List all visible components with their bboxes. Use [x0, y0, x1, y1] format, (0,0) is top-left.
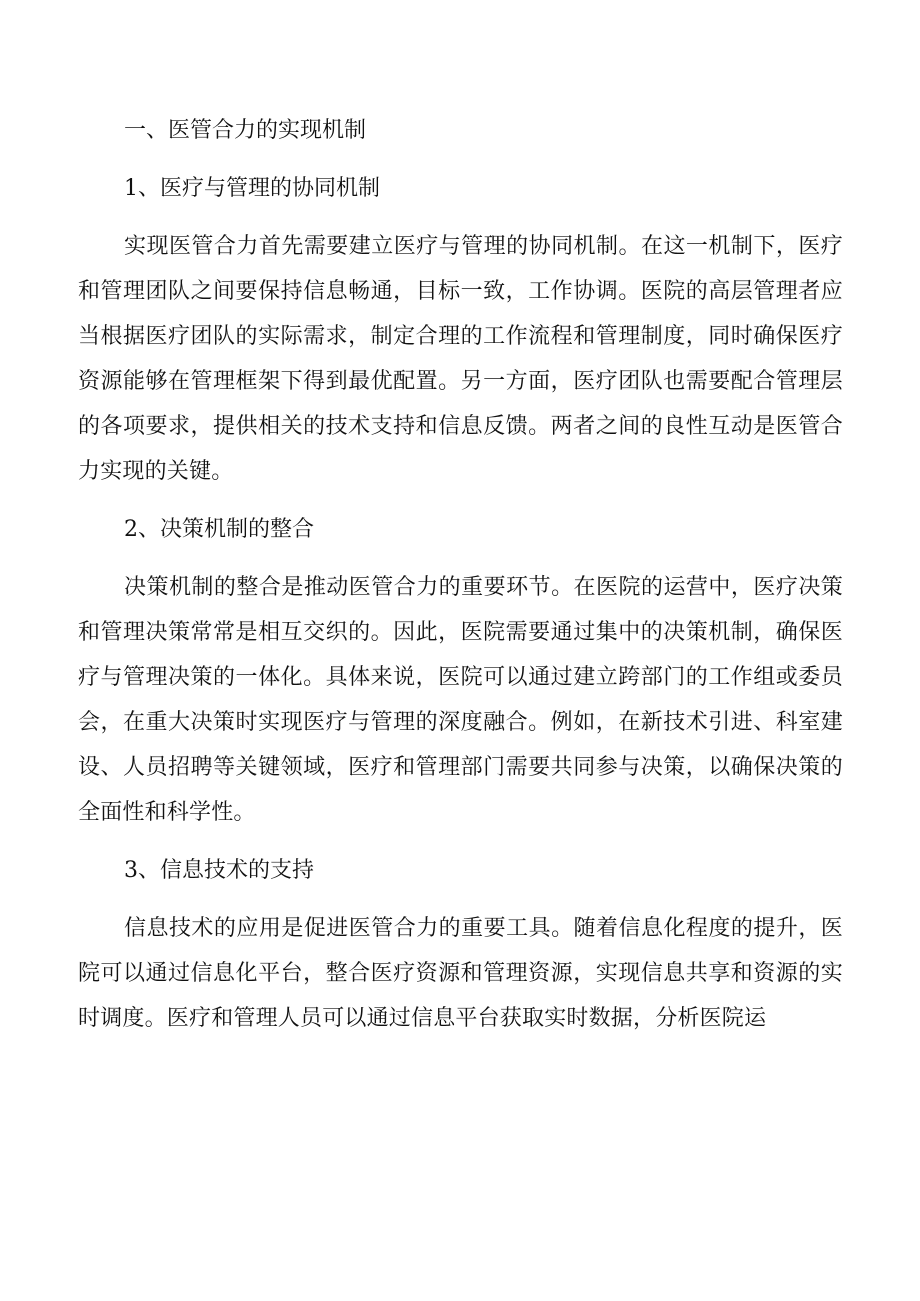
- body-paragraph: 决策机制的整合是推动医管合力的重要环节。在医院的运营中，医疗决策和管理决策常常是相互交织的。因此，医院需要通过集中的决策机制，确保医疗与管理决策的一体化。具体来说，医院可以通过建立跨部门的工作组或委员会，在重大决策时实现医疗与管理的深度融合。例如，在新技术引进、科室建设、人员招聘等关键领域，医疗和管理部门需要共同参与决策，以确保决策的全面性和科学性。: [78, 575, 843, 825]
- subsection-heading: 1、医疗与管理的协同机制: [124, 176, 380, 201]
- subsection-heading: 2、决策机制的整合: [124, 517, 314, 542]
- body-paragraph: 实现医管合力首先需要建立医疗与管理的协同机制。在这一机制下，医疗和管理团队之间要保持信息畅通，目标一致，工作协调。医院的高层管理者应当根据医疗团队的实际需求，制定合理的工作流程和管理制度，同时确保医疗资源能够在管理框架下得到最优配置。另一方面，医疗团队也需要配合管理层的各项要求，提供相关的技术支持和信息反馈。两者之间的良性互动是医管合力实现的关键。: [78, 234, 843, 484]
- body-paragraph: 信息技术的应用是促进医管合力的重要工具。随着信息化程度的提升，医院可以通过信息化平台，整合医疗资源和管理资源，实现信息共享和资源的实时调度。医疗和管理人员可以通过信息平台获取实时数据，分析医院运: [78, 916, 843, 1031]
- subsection-heading: 3、信息技术的支持: [124, 858, 314, 883]
- section-heading: 一、医管合力的实现机制: [124, 118, 367, 143]
- document-body: [78, 108, 843, 1054]
